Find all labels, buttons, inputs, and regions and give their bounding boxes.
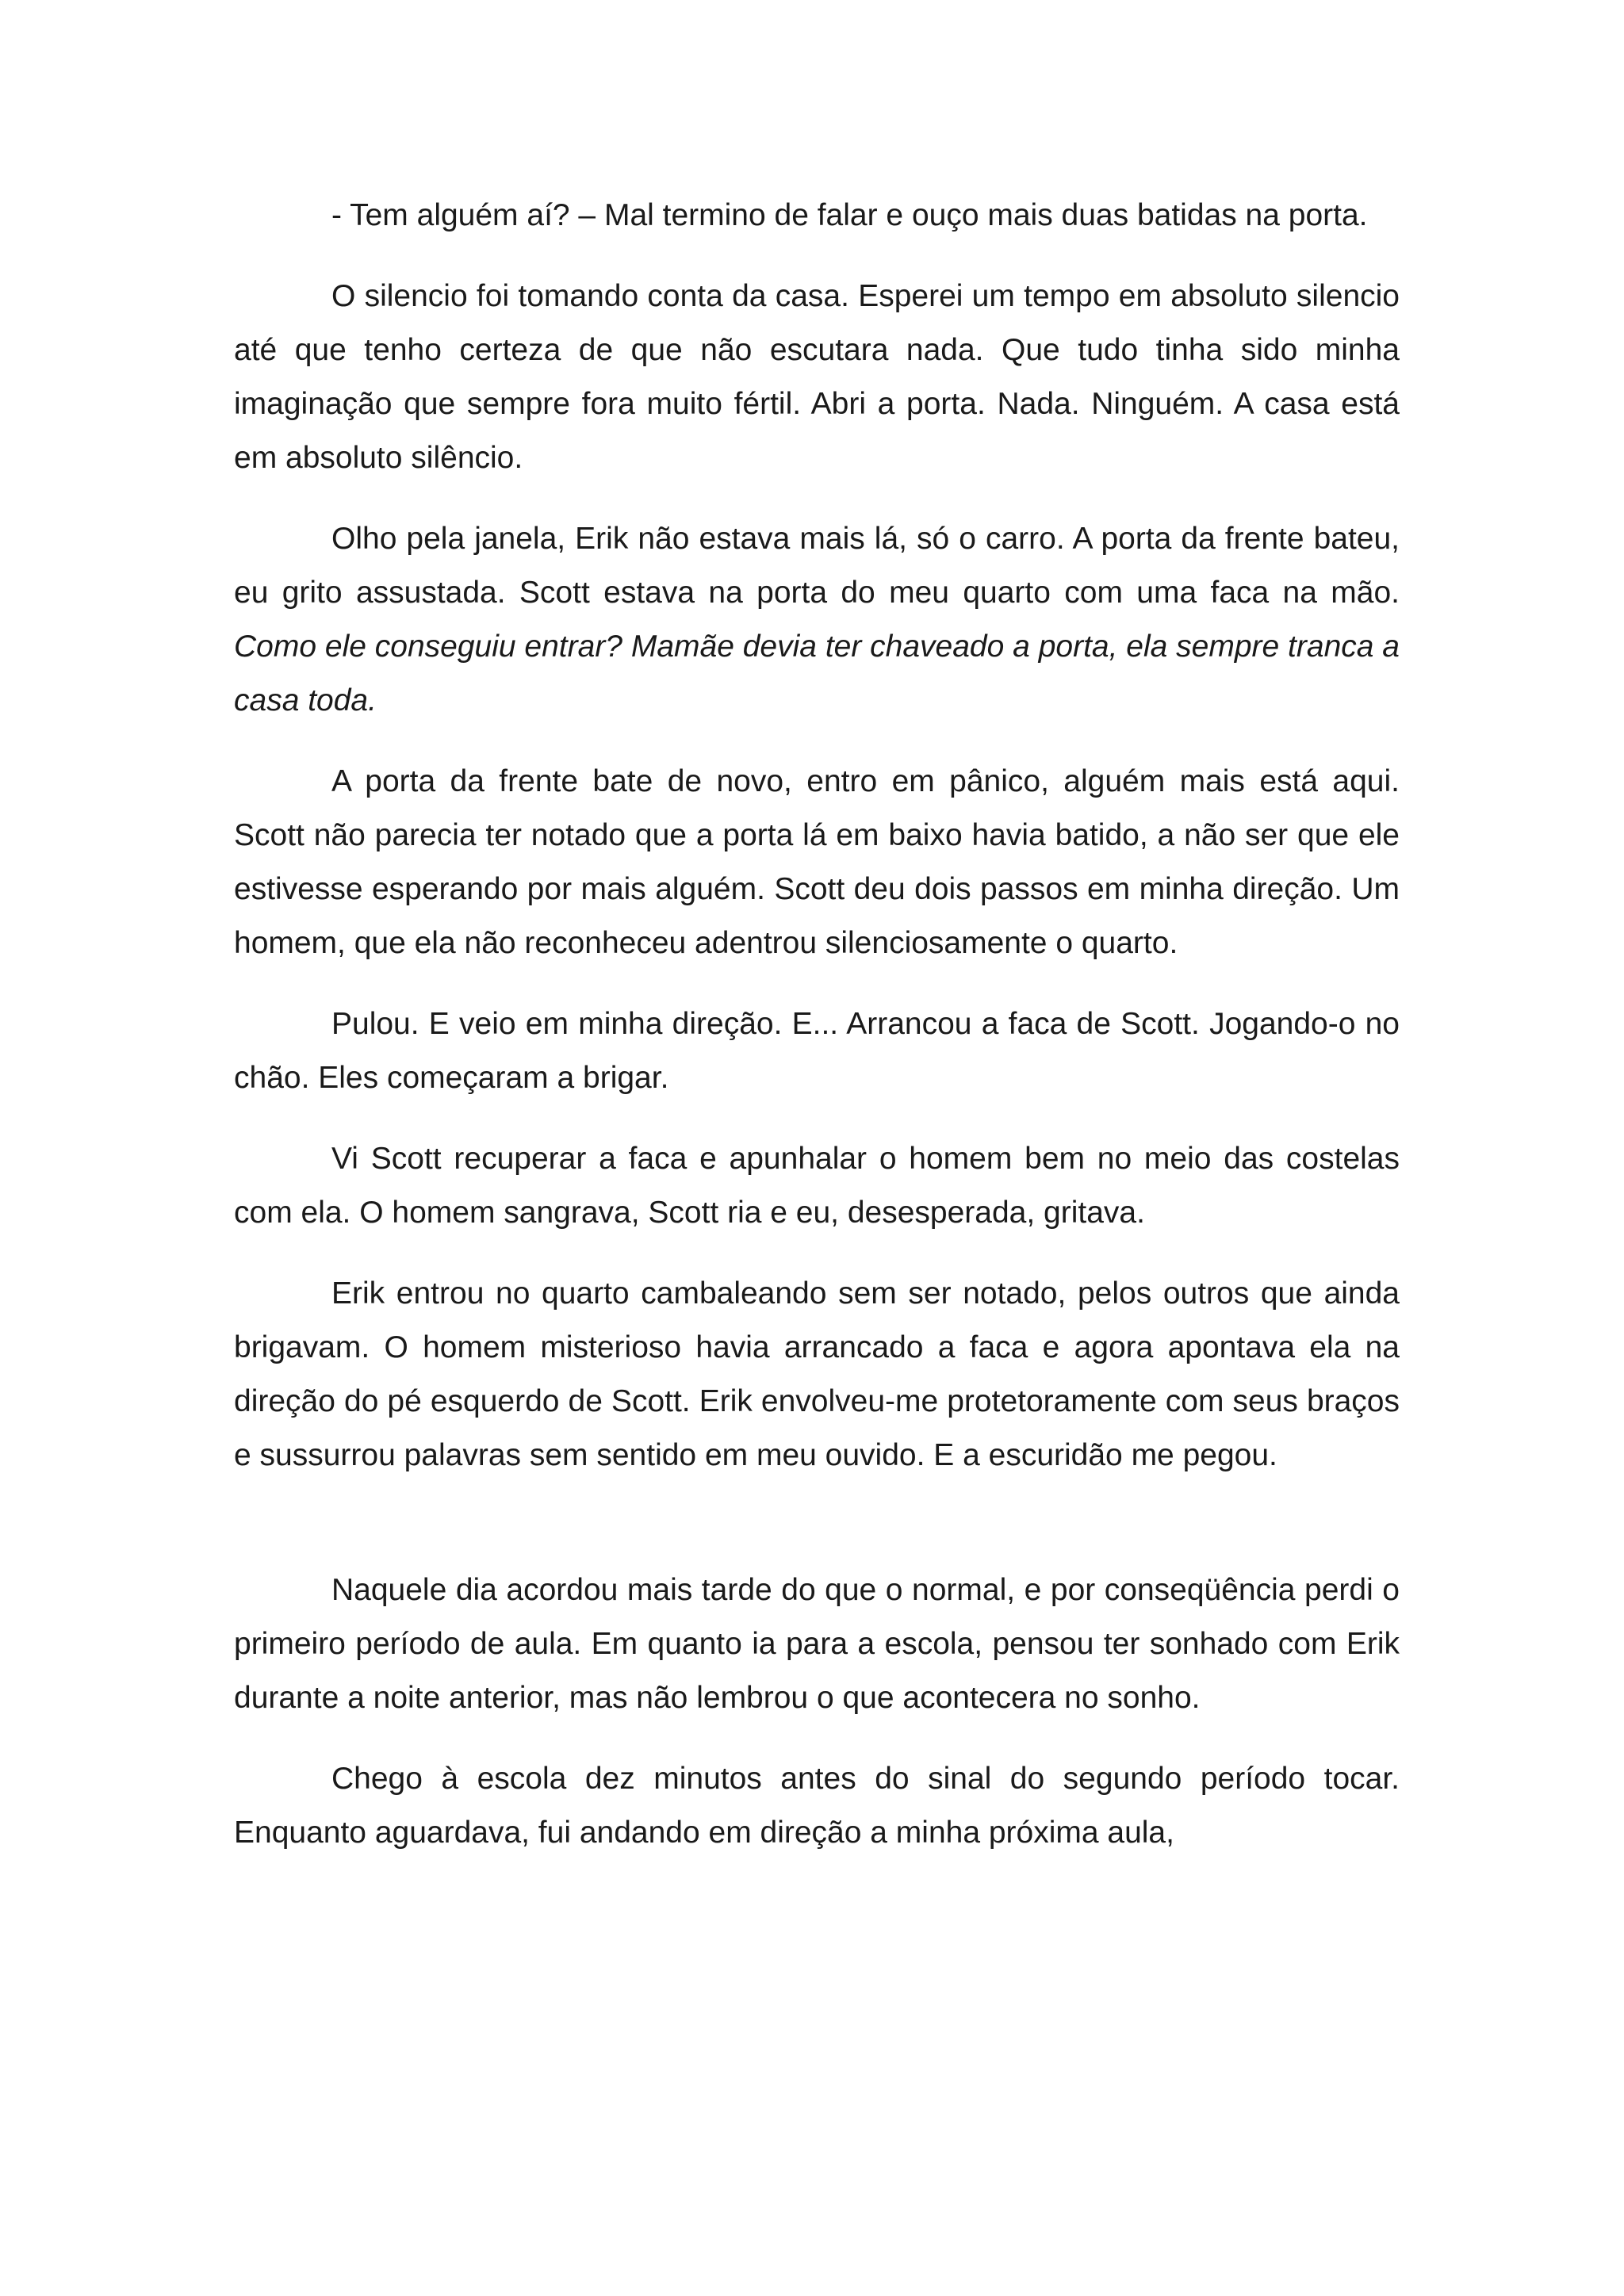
paragraph-8-text: Naquele dia acordou mais tarde do que o normal, e por conseqüência perdi o primeiro período de aula. Em quanto ia para a escola, pensou ter sonhado com Erik durante a noite anterior, mas não lembrou o que acontecera no sonho. <box>234 1573 1400 1715</box>
paragraph-9 <box>234 1752 1400 1860</box>
paragraph-4-text: A porta da frente bate de novo, entro em pânico, alguém mais está aqui. Scott não parecia ter notado que a porta lá em baixo havia batido, a não ser que ele estivesse esperando por mais alguém. Scott deu dois passos em minha direção. Um homem, que ela não reconheceu adentrou silenciosamente o quarto. <box>234 764 1400 960</box>
body-text <box>234 189 1400 1887</box>
paragraph-1 <box>234 189 1400 243</box>
paragraph-3-text: Olho pela janela, Erik não estava mais lá, só o carro. A porta da frente bateu, eu grito assustada. Scott estava na porta do meu quarto com uma faca na mão. <box>234 522 1400 610</box>
paragraph-7 <box>234 1267 1400 1483</box>
paragraph-8 <box>234 1563 1400 1725</box>
paragraph-3-italic-thought: Como ele conseguiu entrar? Mamãe devia ter chaveado a porta, ela sempre tranca a casa toda. <box>234 629 1400 718</box>
paragraph-6-text: Vi Scott recuperar a faca e apunhalar o homem bem no meio das costelas com ela. O homem sangrava, Scott ria e eu, desesperada, gritava. <box>234 1142 1400 1230</box>
paragraph-4 <box>234 755 1400 970</box>
paragraph-1-text: - Tem alguém aí? – Mal termino de falar e ouço mais duas batidas na porta. <box>331 198 1368 232</box>
paragraph-5-text: Pulou. E veio em minha direção. E... Arrancou a faca de Scott. Jogando-o no chão. Eles começaram a brigar. <box>234 1007 1400 1095</box>
paragraph-7-text: Erik entrou no quarto cambaleando sem ser notado, pelos outros que ainda brigavam. O homem misterioso havia arrancado a faca e agora apontava ela na direção do pé esquerdo de Scott. Erik envolveu-me protetoramente com seus braços e sussurrou palavras sem sentido em meu ouvido. E a escuridão me pegou. <box>234 1276 1400 1472</box>
paragraph-2-text: O silencio foi tomando conta da casa. Esperei um tempo em absoluto silencio até que tenho certeza de que não escutara nada. Que tudo tinha sido minha imaginação que sempre fora muito fértil. Abri a porta. Nada. Ninguém. A casa está em absoluto silêncio. <box>234 279 1400 475</box>
paragraph-6 <box>234 1132 1400 1240</box>
paragraph-2 <box>234 270 1400 485</box>
paragraph-5 <box>234 997 1400 1105</box>
paragraph-3 <box>234 512 1400 728</box>
paragraph-9-text: Chego à escola dez minutos antes do sinal do segundo período tocar. Enquanto aguardava, fui andando em direção a minha próxima aula, <box>234 1762 1400 1850</box>
